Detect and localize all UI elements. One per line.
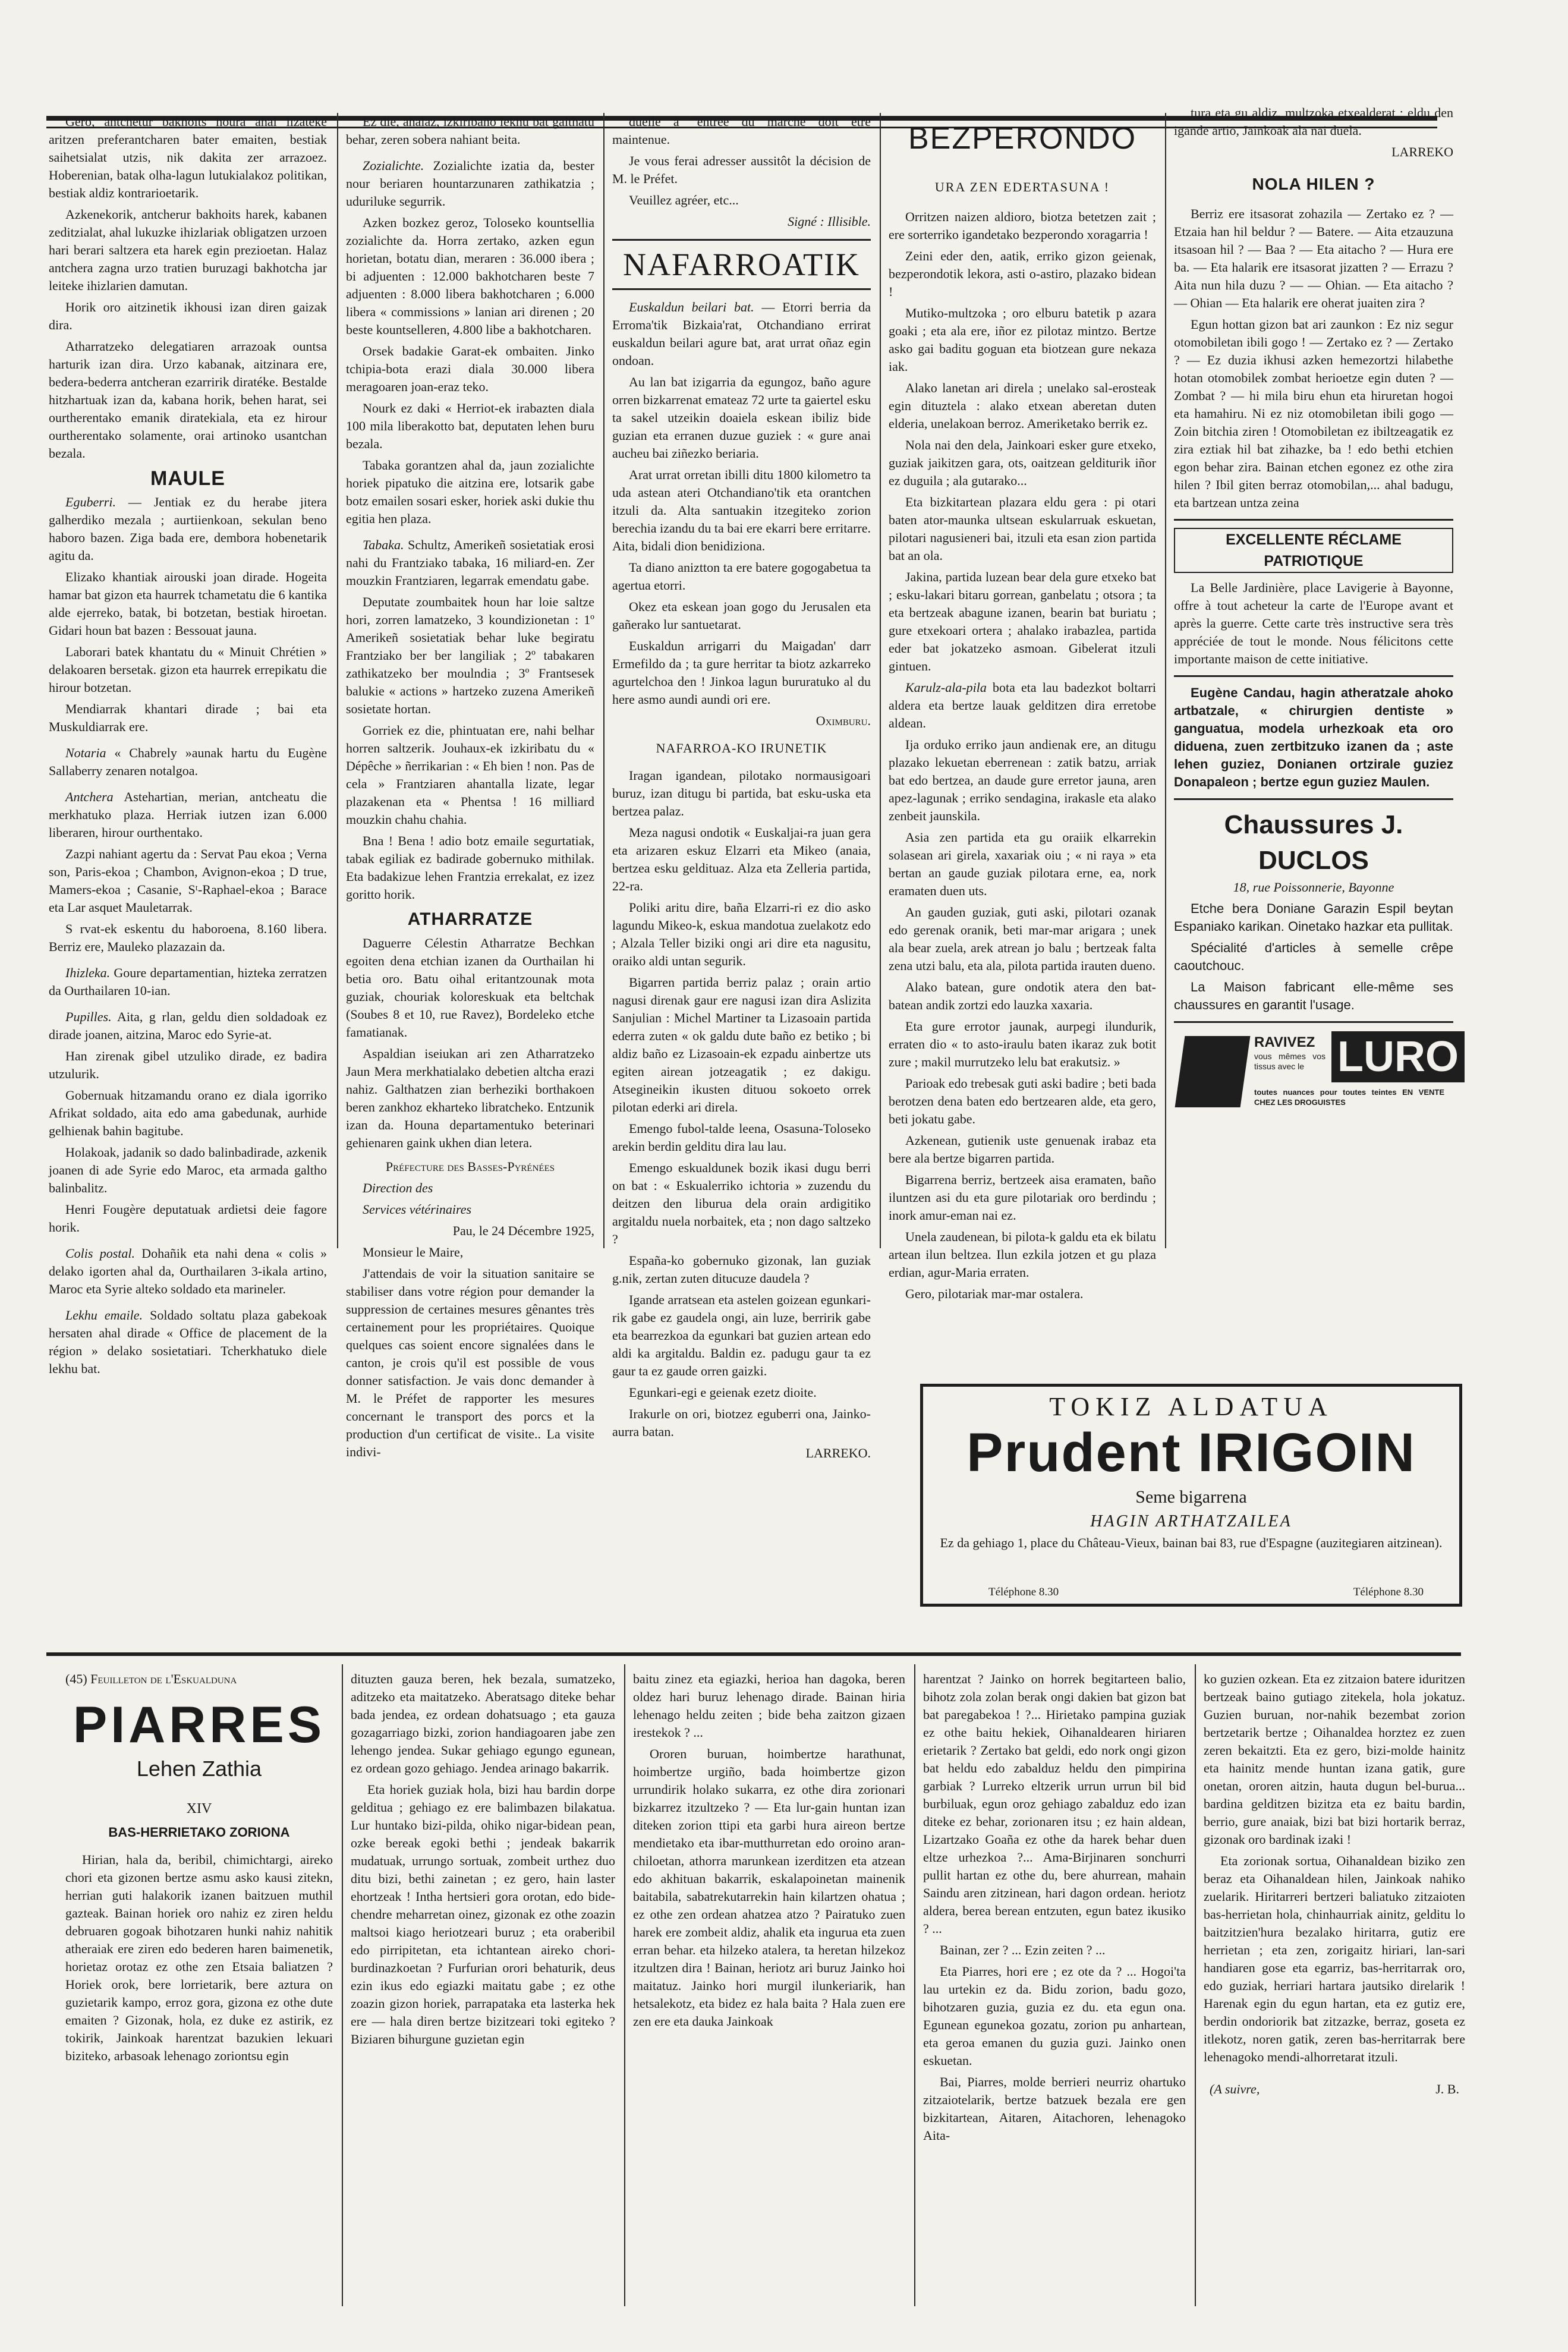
article-paragraph: Daguerre Célestin Atharratze Bechkan egoiten dena etchian izanen da Ourthailan hi betia oro. Batu oihal eritantzounak mota guziak, chouriak koloreskuak eta beltchak (Soubes 8 et 10, rue Ravez), Bordeleko etche famatianak. — [346, 936, 594, 1040]
irigoin-top: TOKIZ ALDATUA — [1049, 1392, 1333, 1421]
article-paragraph: An gauden guziak, guti aski, pilotari ozanak edo gerenak oranik, beti mar-mar arigara ; unek ala bear zuela, arek atrean jo balu ; bertzeak falta zena utzi balu, eta ala, pilota partida irauten dueno. — [889, 905, 1156, 973]
luro-ad — [1174, 1030, 1459, 1119]
letter-heading: Préfecture des Basses-Pyrénées — [385, 1159, 555, 1174]
column-2 — [346, 113, 595, 1459]
article-paragraph: Igande arratsean eta astelen goizean egunkari-rik gabe ez gaudela ongi, ain luze, berririk gabe eta bearrezkoa da egunkari bat guzien artean edo aldi ka argitaldu. Baldin ez. padugu gaur ta ez gaur ta ez gaude orren gaizki. — [612, 1292, 871, 1378]
section-subheading: URA ZEN EDERTASUNA ! — [934, 180, 1110, 194]
article-paragraph: Veuillez agréer, etc... — [629, 193, 739, 207]
article-paragraph: Gobernuak hitzamandu orano ez diala igorriko Afrikat soldado, aita edo ama gabedunak, aurhide gelhienak bahin bagitube. — [49, 1088, 327, 1138]
column-divider — [342, 1664, 343, 2306]
feuilleton-title: PIARRES — [73, 1696, 326, 1753]
article-paragraph: Orsek badakie Garat-ek ombaiten. Jinko tchipia-bota erazi diala 30.000 libera meragoaren joan-eraz teko. — [346, 344, 594, 394]
article-paragraph: Euskaldun arrigarri du Maigadan' darr Ermefildo da ; ta gure herritar ta biotz azkarreko agurtelchoa den ! Jinkoa lagun bururatuko al du here asmo aundi aundi ori ere. — [612, 638, 871, 707]
article-paragraph: Azken bozkez geroz, Toloseko kountsellia zozialichte da. Horra zertako, azken egun horietan, botatu dian, meraren : 36.000 ibera ; bi adjuenten : 12.000 bakhotcharen beste 7 adjuenten : 8.000 libera bakhotcharen ; 6.000 libera « commissions » lanian ari direnen ; 20 beste kountselleren, 4.800 libe a bakhotcharen. — [346, 215, 594, 337]
letter-line: Direction des — [363, 1180, 433, 1195]
article-paragraph: Atharratzeko delegatiaren arrazoak ountsa harturik izan dira. Urzo kabanak, aitzinara ere, bedera-bederra antcheran ezarririk diratéke. Bestalde hitzhartuak izan da, kabana horik, behen harat, sei ourtherentako emanik diratekiala, eta ez hirour ourtherentako solamente, orai artinoko usantchan bezala. — [49, 339, 327, 461]
letter-line: Services vétérinaires — [363, 1202, 472, 1217]
column-3 — [612, 113, 871, 1460]
signature: Oximburu. — [816, 713, 871, 728]
article-paragraph: Tabaka gorantzen ahal da, jaun zozialichte horiek pipatuko die aitzina ere, lotsarik gabe botz emailen sosari esker, horiek aski dukie thu egitia hen plaza. — [346, 458, 594, 526]
feuilleton-paragraph: baitu zinez eta egiazki, herioa han dagoka, beren oldez hari buruz lehenago dirade. Bainan hiria lehenago heldu zeiten ; bide beha zaitzon gizaen irestekok ? ... — [633, 1671, 905, 1740]
feuilleton-paragraph: ko guzien ozkean. Eta ez zitzaion batere iduritzen bertzeak baino gutiago zitekela, hola jokatuz. Guzien buruan, nor-nahik bezembat zorion bertzetarik bertze ; Oihanaldea horztez ez zuen zeren bekaitzti. Eta ez gero, bizi-molde hainitz eta hainitz mende huntan izana gatik, gure onetan, ororen aitzin, hauta dugun bel-burua... bardina gelditzen bizitza eta ez baitu bardin, berrio, gure anaiak, bizi bat bizi hortarik berraz, gizonak oro bardinak izaki ! — [1204, 1671, 1465, 1847]
article-paragraph: Pupilles. Aita, g rlan, geldu dien soldadoak ez dirade joanen, aitzina, Maroc edo Syrie-at. — [49, 1009, 327, 1042]
article-paragraph: Alako batean, gure ondotik atera den bat-batean andik zortzi edo lauzka xaxaria. — [889, 980, 1156, 1012]
article-paragraph: Mutiko-multzoka ; oro elburu batetik p azara goaki ; eta ala ere, iñor ez pilotaz mintzo. Bertze asko gai baditu goguan eta biotzean gure nekaza iak. — [889, 306, 1156, 374]
column-divider — [880, 113, 881, 1248]
article-paragraph: Zeini eder den, aatik, erriko gizon geienak, bezperondotik lekora, asti o-astiro, plazako bidean ! — [889, 248, 1156, 299]
article-paragraph: Colis postal. Dohañik eta nahi dena « colis » delako igorten ahal da, Ourthailaren 3-ikala artino, Maroc eta Syrie alteko soldado eta marineler. — [49, 1246, 327, 1296]
ad-divider — [1174, 675, 1453, 677]
article-paragraph: Orritzen naizen aldioro, biotza betetzen zait ; ere sorterriko igandetako bezperondo xoragarria ! — [889, 209, 1156, 242]
article-paragraph: Ta diano aniztton ta ere batere gogogabetua ta agertua etorri. — [612, 560, 871, 593]
article-paragraph: Gero, antchetur bakhoits houra ahal lizateke aritzen preferantcharen bater emaiten, bestiak saihetsialat utzis, nik dakita zer arrazoez. Hoberenian, batak olha-lagun lutukialakoz politikan, bestiak aldiz kontrarioetarik. — [49, 114, 327, 200]
ad-text: 18, rue Poissonnerie, Bayonne — [1233, 880, 1394, 895]
ad-text: La Maison fabricant elle-même ses chaussures en garantit l'usage. — [1174, 980, 1453, 1012]
irigoin-addr: Ez da gehiago 1, place du Château-Vieux, bainan bai 83, rue d'Espagne (auzitegiaren aitzinean). — [940, 1535, 1443, 1550]
article-paragraph: J'attendais de voir la situation sanitaire se stabiliser dans votre région pour demander la suppression de certaines mesures gênantes très certainement pour les propriétaires. Quoique quelques cas soient encore signalées dans le canton, je crois qu'il est possible de vous donner satisfaction. Je vais donc demander à M. le Préfet de rapporter les mesures concernant le transport des porcs et la production d'un certificat de visite.. La visite indivi- — [346, 1266, 594, 1459]
feuilleton-subtitle: Lehen Zathia — [136, 1756, 262, 1781]
article-paragraph: Eta bizkitartean plazara eldu gera : pi otari baten ator-maunka ultsean eskularruak eskuetan, pilotari nagusienerі bai, itzuli eta esan zion partida bat an ola. — [889, 495, 1156, 563]
feuilleton-paragraph: Eta zorionak sortua, Oihanaldean biziko zen beraz eta Oihanaldean hilen, Jainkoak nahiko zuelarik. Hiritarreri bertzeri baliatuko zitzaioten bas-herrietan hola, chinhaurriak ainitz, gelditu lo baitzitzien'hura bezalako hiritarra, gutiz ere herrietan ; eta zen, zorigaitz hiriari, lan-sari handiaren gose eta egarriz, bas-herritarrak oro, edo guziak, herriari hartara jautsiko direlarik ! Harenak egin du egun hartan, eta ez gutiz ere, berdin ondoriorik bat zitzazke, berraz, goseta ez itlekotz, noren gatik, zeren bas-herritarrak bere lehenagoko mendi-alhorretarat itzuli. — [1204, 1853, 1465, 2064]
article-paragraph: Egunkari-egi e geienak ezetz dioite. — [629, 1385, 817, 1400]
article-paragraph: S rvat-ek eskentu du haboroena, 8.160 libera. Berriz ere, Mauleko plazazain da. — [49, 921, 327, 954]
article-paragraph: Ez die, ahalaz, izkiribaño lekhu bat galthatu behar, zeren sobera nahiant beita. — [346, 114, 594, 147]
feuilleton-paragraph: Ororen buruan, hoimbertze harathunat, hoimbertze urgiño, bada hoimbertze gizon urrundirik holako sukarra, ez othe dira zorionari bizkarrez itzultzeko ? — Eta lur-gain huntan izan diteken zorion ttipi eta garbi hura aireon bertze mendietako eta ibar-mutthurretan edo oroino aran-chiloetan, athorra marunkean izerditzen eta atzean edo akhituan bakarrik, eskalapoinetan mainenik baitabila, sabatrekutarrekin hain kilartzen ohatua ; ez othe zen ordean ahatzea atzo ? Pairatuko zuen harek ere zombeit aldiz, ahalik eta ingurua eta zuen erran behar. eta hilzeko atalera, ta heretan hilzekoz itzultzen dira ! Bainan, heriotz ari buruz Jainko hoi maitatuz. Jainko hori murgil ilunkeriarik, han hetsalekotz, eta bidez ez hala baita ? Hala zuen ere zen ere eta dauka Jainkoak — [633, 1746, 905, 2029]
luro-box-graphic — [1175, 1036, 1251, 1107]
article-paragraph: Eta gure errotor jaunak, aurpegi ilundurik, erraten dio « to asto-iraulu baten ikaraz zuk botit zure ; makil murrutzeko lelu bat erakutsiz. » — [889, 1019, 1156, 1069]
article-paragraph: Henri Fougère deputatuak ardietsi deie fagore horik. — [49, 1202, 327, 1235]
article-paragraph: Zozialichte. Zozialichte izatia da, bester nour beriaren hountarzunaren zathikatzia ; uduriluke segurrik. — [346, 158, 595, 209]
article-paragraph: Azkenekorik, antcherur bakhoits harek, kabanen zeditzialat, ahal lukuzke ihizlariak obligatzen urzoen hari berari saltzera eta harek egin prezioetan. Halaz antchera zagna urzo tratien buruzagi bakhotcha jar leiteke ihizlarien damutan. — [49, 207, 327, 293]
article-paragraph: Jakina, partida luzean bear dela gure etxeko bat ; esku-lakari bitaru gorrean, ganbelatu ; otsora ; ta eta bertzeak abagune izanen, bearin bat buriatu ; gure etxekoari ortera ; ahalako irabazlea, partida eder bat jokatzeko asmoan. Gibelerat itzuli gintuen. — [889, 569, 1156, 673]
article-paragraph: Tabaka. Schultz, Amerikeñ sosietatiak erosi nahi du Frantziako tabaka, 16 miliard-en. Zer mouzkin Frantziaren, legarrak emendatu gabe. — [346, 537, 595, 588]
article-paragraph: Deputate zoumbaitek houn har loie saltze hori, zorren lamatzeko, 3 koundizionetan : 1º Amerikeñ sosietatiak behar luke begiratu Frantziako ber ber langiliak ; 2º tabakaren zathikatzeko ber moulndia ; 3º Frantsesek balukie « actions » hartzeko zuzena Amerikeñ sosietate hortan. — [346, 594, 594, 716]
article-paragraph: Emengo fubol-talde leena, Osasuna-Toloseko arekin berdin gelditu dira lau lau. — [612, 1121, 871, 1154]
article-paragraph: Han zirenak gibel utzuliko dirade, ez badira utzulurik. — [49, 1049, 327, 1081]
feuilleton-column-4 — [923, 1670, 1186, 2300]
column-divider — [337, 113, 338, 1248]
feuilleton-label: (45) Feuilleton de l'Eskualduna — [65, 1671, 237, 1686]
article-paragraph: Mendiarrak khantari dirade ; bai eta Muskuldiarrak ere. — [49, 701, 327, 734]
irigoin-tel-2: Téléphone 8.30 — [1353, 1586, 1424, 1598]
column-divider — [1165, 113, 1166, 1248]
ad-heading: EXCELLENTE RÉCLAME PATRIOTIQUE — [1174, 528, 1453, 573]
article-paragraph: Nola nai den dela, Jainkoari esker gure etxeko, guziak jaikitzen gara, ots, oaitzean gelditurik iñor ez duguila ; ala gutarako... — [889, 437, 1156, 488]
chapter-number: XIV — [186, 1801, 212, 1816]
article-paragraph: Lekhu emaile. Soldado soltatu plaza gabekoak hersaten ahal dirade « Office de placement de la région » delako sosietatiari. Tcherkhatuko diele lekhu bat. — [49, 1308, 327, 1376]
article-paragraph: duelle à "entrée du marché doit être maintenue. — [612, 114, 871, 147]
ad-text: La Belle Jardinière, place Lavigerie à Bayonne, offre à tout acheteur la carte de l'Europe avant et après la guerre. Cette carte très instructive sera très appréciée de tout le monde. Nous félicitons cette importante maison de cette initiative. — [1174, 580, 1453, 666]
article-paragraph: Je vous ferai adresser aussitôt la décision de M. le Préfet. — [612, 153, 871, 186]
ad-divider — [1174, 798, 1453, 800]
feuilleton-paragraph: Eta Piarres, hori ere ; ez ote da ? ... Hogoi'ta lau urtekin ez da. Bidu zorion, badu gozo, bihotzaren guzia, guzia ez du. eta egun ona. Egunean egunekoa gozatu, zorion pu anhartean, eta geroa emanen du guzia guzi. Jainko onen eskuetan. — [923, 1964, 1186, 2068]
article-paragraph: Bigarren partida berriz palaz ; orain artio nagusi direnak gaur ere nagusi izan dira Aslizita Sanjulian : Michel Martiner ta Lizasoain partida ederra zuten « ok galdu dute baño ez betiko ; bi aldiz baño ez Lizasoain-ek ezpadu ainbertze uts egiten airean jotzeagatik ; ez dakigu. Atsegineikin ikusten dituou sokoeto orrek pilotan ederki ari direla. — [612, 975, 871, 1114]
article-paragraph: Azkenean, gutienik uste genuenak irabaz eta bere ala bertze bigarren partida. — [889, 1133, 1156, 1166]
feuilleton-paragraph: Hirian, hala da, beribil, chimichtargi, aireko chori eta gizonen bertze asmu asko kausi zitekn, herrian guti halakorik izanen baitzuen muthil gazteak. Bainan horiek oro nahiz ez ziren heldu debruaren gogoak bihotzaren hunki nahiz nahitik atheraiak ere ziren edo bederen haren baimenetik, horietaz orotaz ez othe zen Etsaia baliatzen ? Horiek orok, bere lorrietarik, bere aztura on guzietarik kampo, erroz gora, gizona ez othe dute emaiten ? Gizonak, hola, ez duke ez astirik, ez tokirik, Jainkoak harentzat bazukien lekuari biziteko, arbasoak lehenago zoriontsu egin — [65, 1852, 333, 2063]
signature: LARREKO — [1391, 144, 1453, 159]
column-5 — [1174, 104, 1459, 1290]
chapter-title: BAS-HERRIETAKO ZORIONA — [108, 1825, 290, 1840]
article-paragraph: Horik oro aitzinetik ikhousi izan diren gaizak dira. — [49, 300, 327, 332]
article-paragraph: Aspaldian iseiukan ari zen Atharratzeko Jaun Mera merkhatialako debetien altcha erazi nahiz. Galthatzen zian berheziki borthakoen beren zankhoz ekharteko libratcheko. Entzunik izan da. Houna departamentuko beterinari gehienaren gaink ukhen dian letera. — [346, 1046, 594, 1150]
ad-text: Spécialité d'articles à semelle crêpe caoutchouc. — [1174, 940, 1453, 973]
irigoin-name: Prudent IRIGOIN — [966, 1422, 1416, 1483]
column-divider — [603, 113, 604, 1248]
irigoin-sub: Seme bigarrena — [1135, 1487, 1247, 1507]
article-paragraph: Bigarrena berriz, bertzeek aisa eramaten, baño iluntzen asi du eta gure pilotariak oro berdindu ; inork amur-eman nai ez. — [889, 1172, 1156, 1223]
ad-divider — [1174, 519, 1453, 521]
feuilleton-rule — [46, 1652, 1461, 1656]
letter-date: Pau, le 24 Décembre 1925, — [452, 1223, 594, 1238]
signature: LARREKO. — [805, 1446, 871, 1460]
section-heading: BEZPERONDO — [908, 121, 1137, 156]
feuilleton-signature: J. B. — [1435, 2082, 1459, 2096]
feuilleton-column-5 — [1204, 1670, 1465, 2300]
ravivez-label: RAVIVEZ — [1254, 1034, 1315, 1050]
feuilleton-column-1 — [65, 1670, 333, 2300]
luro-logo: LURO — [1331, 1031, 1465, 1082]
article-paragraph: Okez eta eskean joan gogo du Jerusalen eta gañerako lur santuetarat. — [612, 599, 871, 632]
feuilleton-footer — [1204, 2080, 1465, 2098]
article-paragraph: España-ko gobernuko gizonak, lan guziak g.nik, zertan zuten ditucuze daudela ? — [612, 1253, 871, 1286]
article-paragraph: Irakurle on ori, biotzez eguberri ona, Jainko-aurra batan. — [612, 1406, 871, 1439]
article-paragraph: Arat urrat orretan ibilli ditu 1800 kilometro ta uda astean ateri Otchandiano'tik eta orantchen itzuli da. Alta santuakin itzegiteko zorion berechia izandu du ta bai ere ekarri bere erritarre. Aita, bidali dion benidiziona. — [612, 467, 871, 553]
article-paragraph: Emengo eskualdunek bozik ikasi dugu berri on bat : « Eskualerriko ichtoria » zuzendu du deitzen den liburua dela orain ardigitiko argitaldu nuela norbaitek, eta ; non dago saltzeko ? — [612, 1160, 871, 1246]
section-heading: MAULE — [150, 467, 225, 490]
article-paragraph: Elizako khantiak airouski joan dirade. Hogeita hamar bat gizon eta haurrek tchametatu die 6 kantika alde ejerreko, batak, bi botzetan, bestiak hiroetan. Gidari houn bat bazen : Bessouat jauna. — [49, 569, 327, 638]
article-paragraph: Meza nagusi ondotik « Euskaljai-ra juan gera eta arizaren eskuz Elzarri eta Mikeo (anaia, bertzea esku geldituaz. Alza eta Zelleria partida, 22-ra. — [612, 825, 871, 893]
to-be-continued: (A suivre, — [1210, 2082, 1260, 2096]
article-paragraph: Unela zaudenean, bi pilota-k galdu eta ek bilatu artean ilun beltzea. Ilun ezkila jotzen et gu plaza erdian, agur-Maria erraten. — [889, 1229, 1156, 1280]
irigoin-ad — [920, 1384, 1462, 1607]
article-paragraph: Parioak edo trebesak guti aski badire ; beti bada berotzen dena baten edo bertzearen alde, eta gero, beti jokatu gabe. — [889, 1076, 1156, 1126]
article-paragraph: Ija orduko erriko jaun andienak ere, an ditugu plazako lekuetan eberrenean : zatik batzu, arriak bat edo bertzea, an daude gure erretor jauna, aren apez-lagunak ; erriko sendagina, irakasle eta alako zenbeit jaunskila. — [889, 737, 1156, 823]
article-paragraph: Ihizleka. Goure departamentian, hizteka zerratzen da Ourthailaren 10-ian. — [49, 965, 328, 998]
section-heading: NAFARROATIK — [612, 239, 871, 290]
article-paragraph: Iragan igandean, pilotako normausigoari buruz, izan ditugu bi partida, bat esku-uska eta bertzea palaz. — [612, 768, 871, 818]
ad-text: Eugène Candau, hagin atheratzale ahoko artbatzale, « chirurgien dentiste » ganguatua, modela urhezkoak eta oro diduena, zuen zertbitzuko izanen da ; aste lehen guziez, Donianen ortzirale guziez Donapaleon ; bertze egun guziez Maulen. — [1174, 685, 1453, 789]
article-paragraph: Euskaldun beilari bat. — Etorri berria da Erroma'tik Bizkaia'rat, Otchandiano errirat euskaldun beilari agure bat, arat urrat oñaz egin ondoan. — [612, 300, 871, 368]
article-paragraph: Nourk ez daki « Herriot-ek irabazten diala 100 mila liberakotto bat, deputaten lehen buru bezala. — [346, 401, 594, 451]
article-paragraph: Bna ! Bena ! adio botz emaile segurtatiak, tabak egiliak ez badirade gobernuko mithilak. Eta badakizue lehen Frantzia errekalat, ez izez goritto horik. — [346, 833, 594, 902]
column-1 — [49, 113, 327, 1846]
article-paragraph: Gero, pilotariak mar-mar ostalera. — [905, 1286, 1084, 1301]
section-heading: NAFARROA-KO IRUNETIK — [656, 741, 827, 755]
article-paragraph: Karulz-ala-pila bota eta lau badezkot boltarri aldera eta bertze lauak gelditzen dira erretobe aldean. — [889, 680, 1156, 731]
article-paragraph: tura eta gu aldiz, multzoka etxealderat ; eldu den igande artio, Jainkoak ala nai duela. — [1174, 105, 1453, 138]
feuilleton-column-2 — [351, 1670, 615, 2300]
article-paragraph: Holakoak, jadanik so dado balinbadirade, azkenik joanen di ade Syrie edo Maroc, eta armada galtho balinbalitz. — [49, 1145, 327, 1195]
feuilleton-paragraph: Bainan, zer ? ... Ezin zeiten ? ... — [940, 1942, 1106, 1957]
section-heading: NOLA HILEN ? — [1252, 175, 1375, 193]
column-divider — [1195, 1664, 1196, 2306]
feuilleton-paragraph: dituzten gauza beren, hek bezala, sumatzeko, aditzeko eta maitatzeko. Aberatsago diteke behar bada jendea, ez ordean dohatsuago ; eta gauza gozagarriago bizki, zorion handiagoaren jabe zen lehengo jendea. Sukar gehiago egungo egunean, ez ordean gozo gehiago. Jendea arinago bakarrik. — [351, 1671, 615, 1775]
article-paragraph: Antchera Astehartian, merian, antcheatu die merkhatuko plaza. Herriak iutzen izan 6.000 liberaren, hirour ourthentako. — [49, 789, 327, 840]
irigoin-tel-1: Téléphone 8.30 — [988, 1586, 1059, 1598]
article-paragraph: Alako lanetan ari direla ; unelako sal-erosteak egin dituztela : alako etxean aberetan duten elderia, unelakoan berroz. Ameriketako berrik ez. — [889, 380, 1156, 431]
column-4 — [889, 113, 1156, 1301]
column-divider — [624, 1664, 625, 2306]
article-paragraph: Zazpi nahiant agertu da : Servat Pau ekoa ; Verna son, Paris-ekoa ; Chambon, Avignon-ekoa ; D true, Mamers-ekoa ; Casanie, Sᵗ-Raphael-ekoa ; Barace eta Lar asquet Mauletarrak. — [49, 846, 327, 915]
article-paragraph: Asia zen partida eta gu oraiik elkarrekin solasean ari girela, xaxariak oiu ; « ni raya » eta bertan an gaude guziak pilotara erne, ea, nork eramaten duen uts. — [889, 830, 1156, 898]
column-divider — [914, 1664, 915, 2306]
article-paragraph: Au lan bat izigarria da egungoz, baño agure orren bizkarrenat emateaz 72 urte ta gaiertel esku ta sakel utzeikin doaiela eskean ibiliz bide guzian eta erranen duzue guziek : « gure anai aucheu bai ziñezko beriaria. — [612, 374, 871, 461]
feuilleton-paragraph: harentzat ? Jainko on horrek begitarteen balio, bihotz zola zolan berak ongi dakien bat gizon bat bat paregabekoa ! ?... Hirietako pampina guziak ez othe baitu hekiek, Oihanaldearen hiriaren erietarik ? Zertako bat geldi, edo nork ongi gizon bat heldu edo zabalduz heldu den pimpirina garbiak ? Lurreko eltzerik urrun urrun bil bid burbiluak, egun oroz gehiago zabalduz edo izan diteke ez behar, zorionaren itsu ; ez hain aldean, Lizartzako Goaña ez othe da harek behar duen eltze urhezkoa ?... Ama-Birjinaren sonchurri pullit hartan ez othe du, bere ahurrean, mahain Saindu aren zitzinean, hari dagon ordean. heriotz aldera, berea berean entzuten, egun batez ikusiko ? ... — [923, 1671, 1186, 1936]
article-paragraph: Gorriek ez die, phintuatan ere, nahi belhar horren saltzerik. Jouhaux-ek izkiribatu du « Dépêche » ñerrikarian : « Eh bien ! non. Pas de cela » Frantziaren ahantalla lizate, legar plazakenan eta « Phentsa ! 16 milliard mouzkin chahu chahia. — [346, 723, 594, 827]
ad-divider — [1174, 1021, 1453, 1023]
feuilleton-paragraph: Eta horiek guziak hola, bizi hau bardin dorpe gelditua ; gehiago ez ere balimbazen bilakatua. Lur huntako bizi-pilda, ohiko nigar-bidean pean, ozke bereak egoki bethi ; jendeak bakarrik mudatuak, urrungo sortuak, zombeit urthez duo ditu bizi, bethi zainetan ; ez gero, hain laster ehortzeak ! Intha hertsieri gora orotan, edo bide-chendre meharretan oinez, gizonak ez othe zoazin maltsoi kiago heriotzeari buruz ; eta oraberibil edo pirripitetan, eta ichtantean aireko chori-burdinazkoetan ? Furfurian orori behaturik, deus ezin ikus edo egiazki maitatu gabe ; ez othe zoazin gizon horiek, parrapataka eta lasterka hek ere — hala diren bertze bizitzeari toki egiteko ? Biziaren bihurgune guzietan egin — [351, 1782, 615, 2046]
signature: Signé : Illisible. — [788, 214, 871, 229]
feuilleton-column-3 — [633, 1670, 905, 2300]
ad-text: Etche bera Doniane Garazin Espil beytan Espaniako karikan. Oinetako hazkar eta pullitak. — [1174, 901, 1453, 934]
article-paragraph: Notaria « Chabrely »aunak hartu du Eugène Sallaberry zenaren notalgoa. — [49, 745, 328, 778]
feuilleton-paragraph: Bai, Piarres, molde berrieri neurriz ohartuko zitzaiotelarik, bertze batzuek bezala ere gen bizkitartean, Aitaren, Aitachoren, lehenagoko Aita- — [923, 2074, 1186, 2143]
irigoin-hagin: HAGIN ARTHATZAILEA — [1090, 1512, 1292, 1531]
article-paragraph: Eguberri. — Jentiak ez du herabe jitera galherdiko mezala ; aurtiienkoan, sekulan beno haboro bazen. Ziga bada ere, dembora hobenetarik agitu da. — [49, 495, 327, 563]
ad-heading: Chaussures J. DUCLOS — [1224, 810, 1403, 875]
section-heading: ATHARRATZE — [407, 909, 533, 929]
article-paragraph: Berriz ere itsasorat zohazila — Zertako ez ? — Etzaia han hil beldur ? — Batere. — Aita etzauzuna itsasoan hil ? — Baa ? — Eta aitacho ? — Hura ere ba. — Eta halarik ere itsasorat jizatten ? — Errazu ? Aita nun hila duzu ? — — Ohian. — Eta aitacho ? — Ohian — Eta halarik ere oherat juaiten zira ? — [1174, 206, 1453, 310]
ravivez-sub: vous mêmes vos tissus avec le — [1254, 1051, 1325, 1071]
letter-salutation: Monsieur le Maire, — [363, 1245, 464, 1260]
article-paragraph: Poliki aritu dire, baña Elzarri-ri ez dio asko lagundu Mikeo-k, eskua mandotua zuelakotz edo ; Alzala Teller biziki ongi ari dire eta nagusitu, oraiko aldi untan segurik. — [612, 900, 871, 968]
article-paragraph: Egun hottan gizon bat ari zaunkon : Ez niz segur otomobiletan ibili gogo ! — Zertako ez ? — Zertako ? — Ez duzia ikhusi azken hemezortzi hilabethe hotan otomobilek zombat herioetze egin duten ? — Zombat ? — hi mila biru ehun eta hiruretan hogoi eta hamahiru. Ni ez niz otomobiletan ibili gogo — Zoin bitchia ziren ! Otomobiletan ez ibiltzeagatik ez zira eztiak hil bat zihazke, ba ! edo bethi etchien egon behar zira. Bainan etchen egonez ez othe zira hilen ? Ibil giten berraz otomobilan,... ahal badugu, eta bartzean untza zeina — [1174, 317, 1453, 510]
luro-footer: toutes nuances pour toutes teintes EN VENTE CHEZ LES DROGUISTES — [1254, 1088, 1444, 1107]
article-paragraph: Laborari batek khantatu du « Minuit Chrétien » delakoaren bersetak. gizon eta haurrek errepikatu die hirour botzetan. — [49, 644, 327, 695]
